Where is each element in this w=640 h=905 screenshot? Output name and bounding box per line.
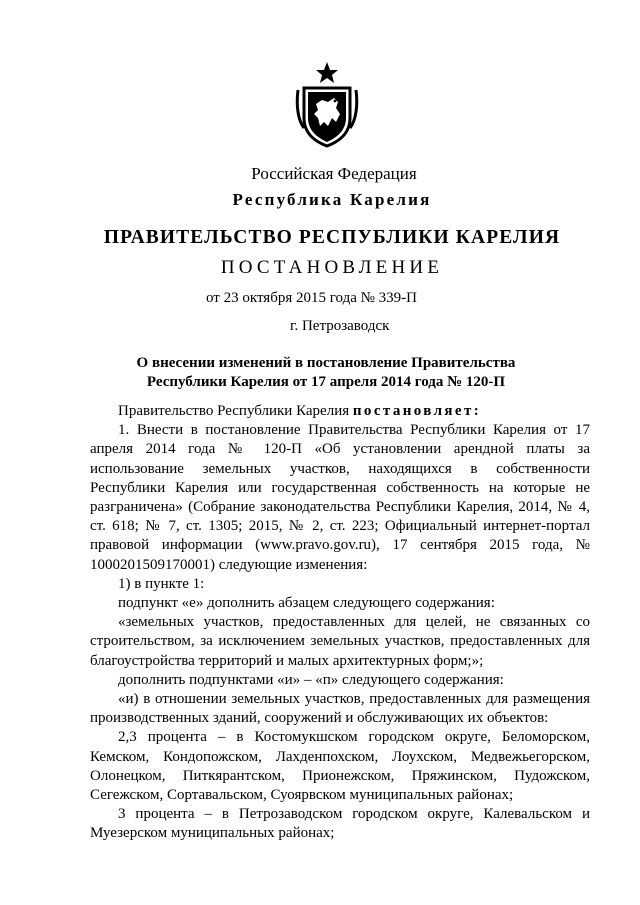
intro-paragraph <box>90 402 590 421</box>
paragraph-7: 2,3 процента – в Костомукшском городском округе, Беломорском, Кемском, Кондопожском, Лахденпохском, Лоухском, Медвежьегорском, Олонецком, Питкярантском, Прионежском, Пряжинском, Пудожском, Сегежском, Сортавальском, Суоярвском муниципальных районах; <box>90 729 590 804</box>
republic-title: Республика Карелия <box>232 190 432 209</box>
document-subject <box>90 354 562 392</box>
government-title: ПРАВИТЕЛЬСТВО РЕСПУБЛИКИ КАРЕЛИЯ <box>103 227 561 248</box>
paragraph-3: подпункт «е» дополнить абзацем следующего содержания: <box>118 595 495 612</box>
paragraph-1: 1. Внести в постановление Правительства Республики Карелия от 17 апреля 2014 года № 120-П «Об установлении арендной платы за использование земельных участков, находящихся в собственности Республики Карелия или государственная собственность на которые не разграничена» (Собрание законодательства Республики Карелия, 2014, № 4, ст. 618; № 7, ст. 1305; 2015, № 2, ст. 223; Официальный интернет-портал правовой информации (www.pravo.gov.ru), 17 сентября 2015 года, № 1000201509170001) следующие изменения: <box>90 422 590 573</box>
document-body <box>90 402 590 844</box>
intro-action: постановляет: <box>352 403 482 419</box>
coat-of-arms-emblem <box>294 60 360 148</box>
document-city: г. Петрозаводск <box>290 318 390 334</box>
subject-line-2: Республики Карелия от 17 апреля 2014 года № 120-П <box>146 374 506 390</box>
document-date-number: от 23 октября 2015 года № 339-П <box>206 290 418 306</box>
document-type: ПОСТАНОВЛЕНИЕ <box>220 257 444 278</box>
paragraph-6: «и) в отношении земельных участков, предоставленных для размещения производственных зданий, сооружений и обслуживающих их объектов: <box>90 691 590 727</box>
paragraph-2: 1) в пункте 1: <box>118 575 205 592</box>
paragraph-5: дополнить подпунктами «и» – «п» следующего содержания: <box>118 671 504 688</box>
paragraph-8: 3 процента – в Петрозаводском городском округе, Калевальском и Муезерском муниципальных районах; <box>90 806 590 842</box>
subject-line-1: О внесении изменений в постановление Правительства <box>136 355 516 371</box>
intro-text: Правительство Республики Карелия <box>118 403 353 419</box>
federation-title: Российская Федерация <box>251 164 417 183</box>
paragraph-4: «земельных участков, предоставленных для целей, не связанных со строительством, за исключением земельных участков, предоставленных для благоустройства территорий и малых архитектурных форм;»; <box>90 614 590 669</box>
